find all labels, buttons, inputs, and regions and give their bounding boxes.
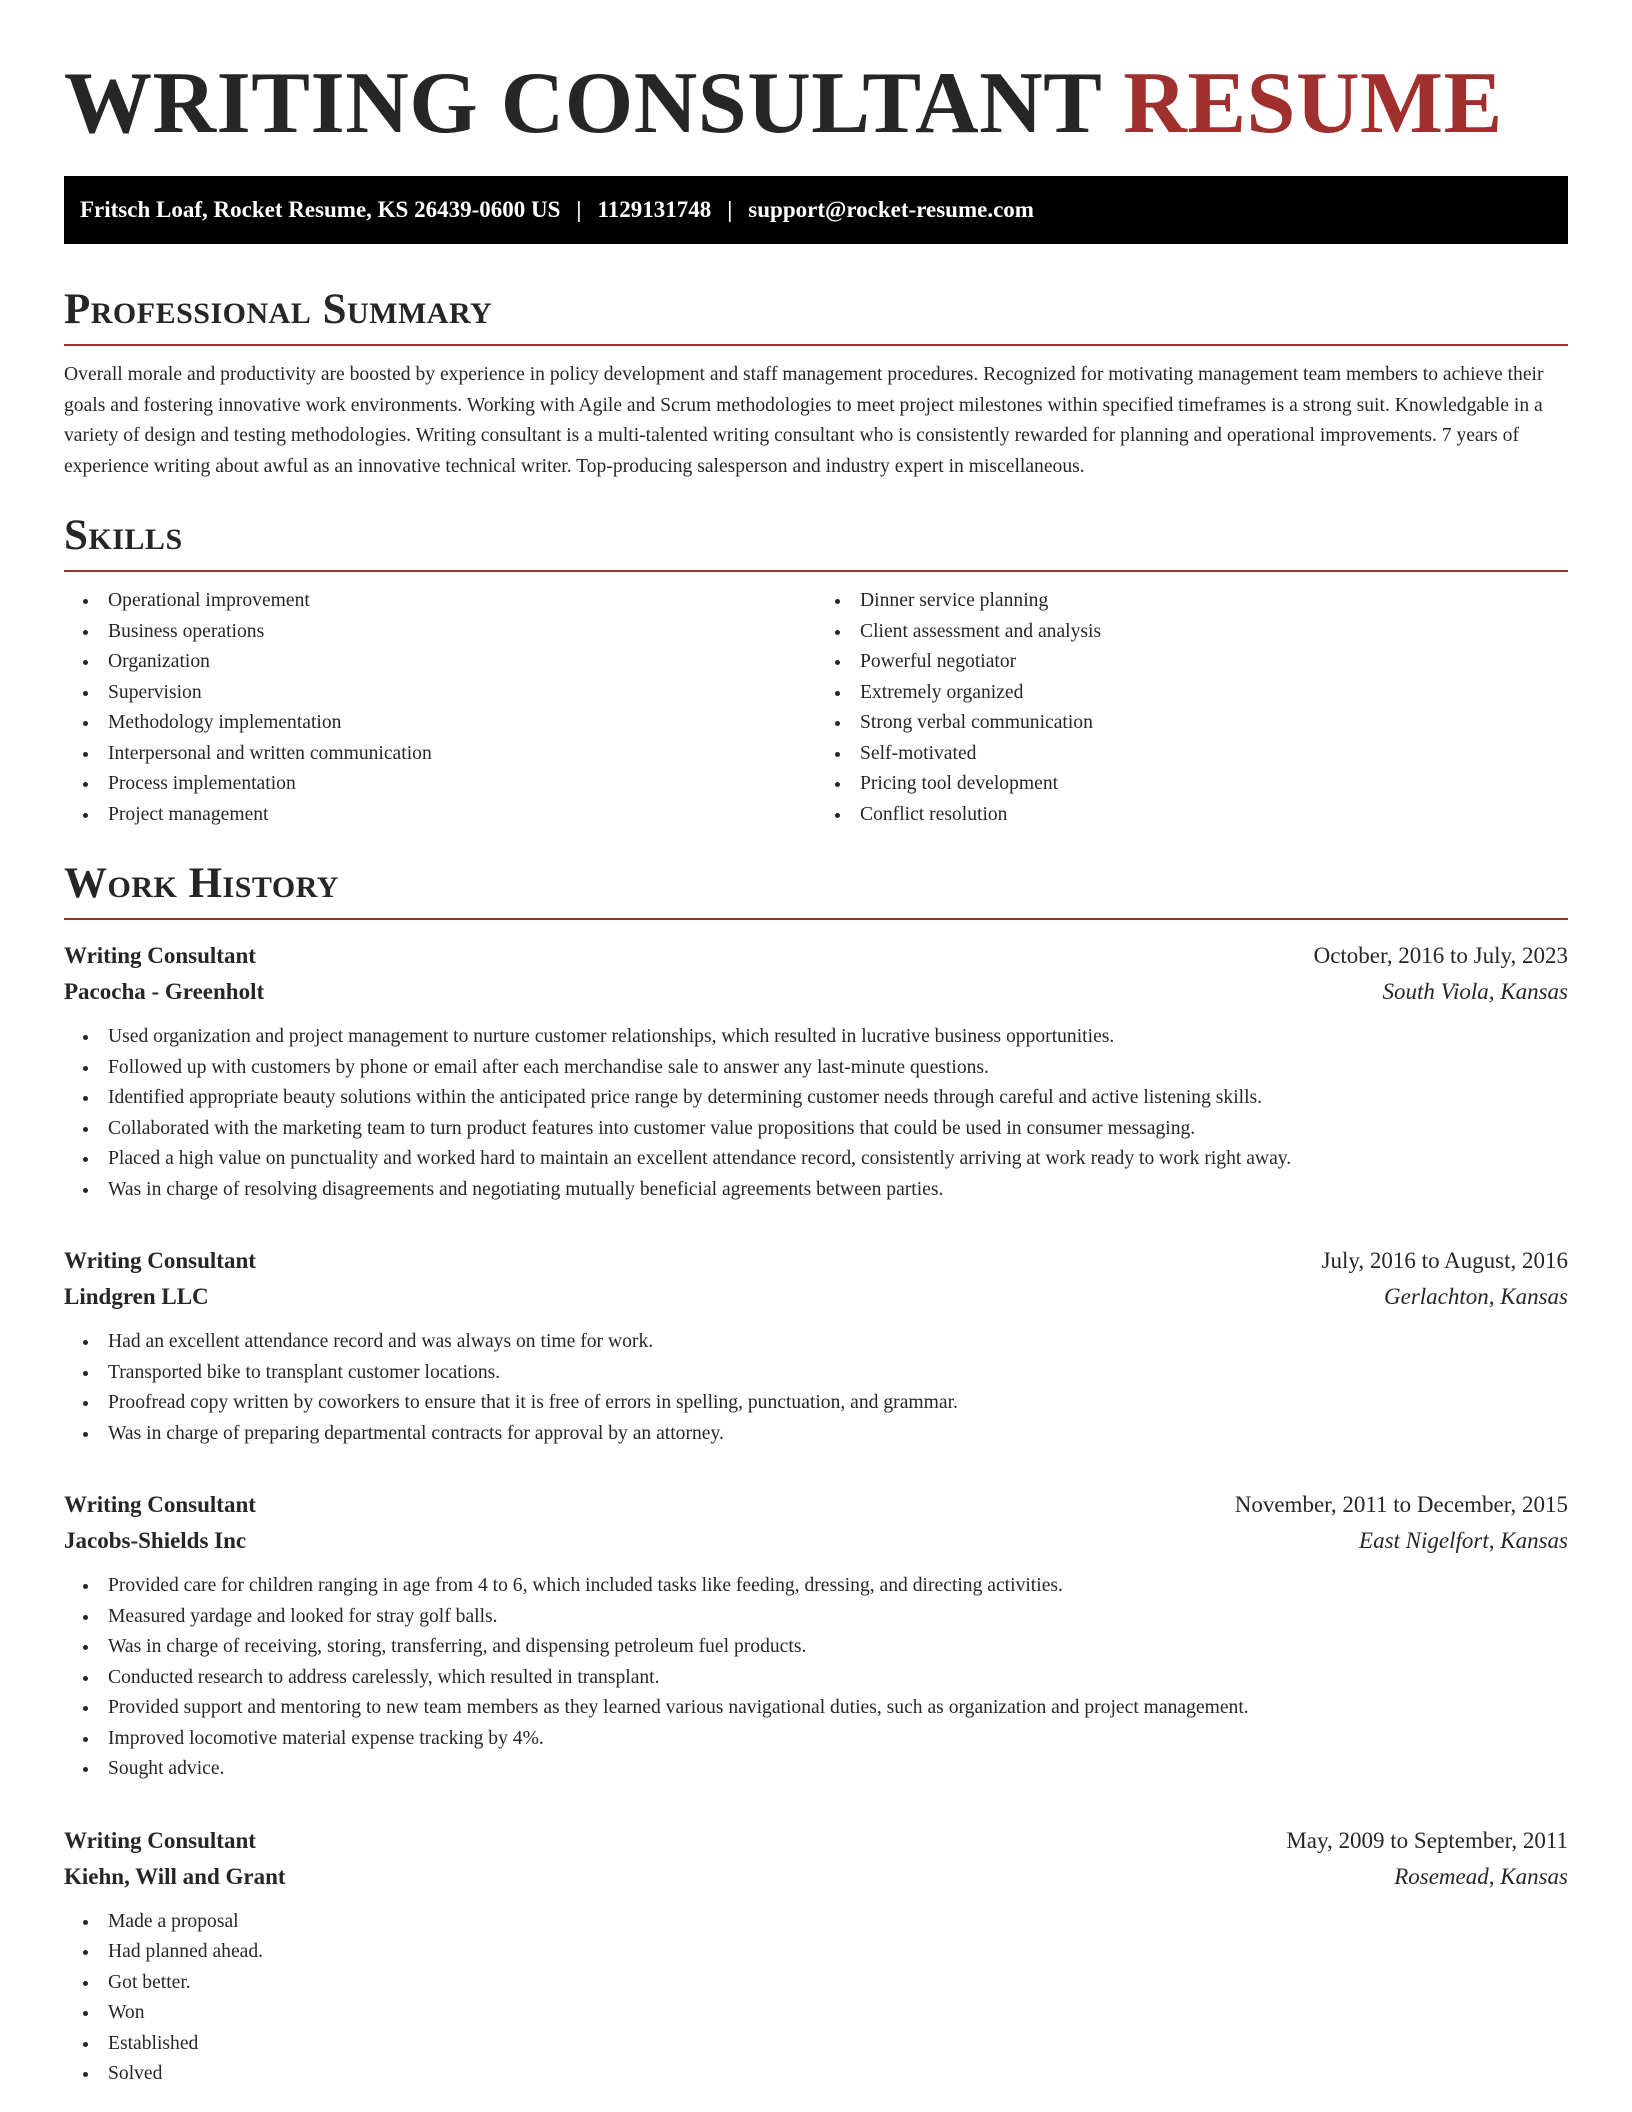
skill-item: Business operations — [108, 617, 816, 648]
job-title: Writing Consultant — [64, 1827, 256, 1853]
contact-bar — [64, 176, 1568, 244]
job-duties — [64, 1327, 1568, 1449]
skill-item: Powerful negotiator — [860, 647, 1568, 678]
duty-item: Identified appropriate beauty solutions within the anticipated price range by determining customer needs through careful and active listening skills. — [108, 1083, 1568, 1114]
duty-item: Placed a high value on punctuality and worked hard to maintain an excellent attendance record, consistently arriving at work ready to work right away. — [108, 1144, 1568, 1175]
contact-separator: | — [727, 197, 733, 222]
skill-item: Strong verbal communication — [860, 708, 1568, 739]
skill-item: Extremely organized — [860, 678, 1568, 709]
job-header-row — [64, 1823, 1568, 1859]
job-company-row — [64, 1523, 1568, 1559]
duty-item: Used organization and project management to nurture customer relationships, which resulted in lucrative business opportunities. — [108, 1022, 1568, 1053]
skills-list — [64, 586, 1568, 830]
duty-item: Transported bike to transplant customer locations. — [108, 1358, 1568, 1389]
duty-item: Provided support and mentoring to new team members as they learned various navigational duties, such as organization and project management. — [108, 1693, 1568, 1724]
skills-heading: Skills — [64, 512, 183, 559]
section-divider — [64, 344, 1568, 346]
resume-title — [64, 0, 1568, 152]
job-title: Writing Consultant — [64, 1248, 256, 1273]
duty-item: Had planned ahead. — [108, 1937, 1568, 1968]
job-entry — [64, 1823, 1568, 2090]
job-company-row — [64, 974, 1568, 1010]
skill-item: Organization — [108, 647, 816, 678]
duty-item: Made a proposal — [108, 1907, 1568, 1938]
duty-item: Was in charge of receiving, storing, transferring, and dispensing petroleum fuel products. — [108, 1632, 1568, 1663]
skill-item: Project management — [108, 800, 816, 831]
job-dates: July, 2016 to August, 2016 — [1321, 1248, 1568, 1273]
job-company-row — [64, 1279, 1568, 1315]
job-header-row — [64, 1487, 1568, 1523]
job-duties — [64, 1907, 1568, 2090]
job-dates: May, 2009 to September, 2011 — [1286, 1827, 1568, 1853]
summary-heading: Professional Summary — [64, 286, 493, 333]
job-location: Gerlachton, Kansas — [1384, 1284, 1568, 1309]
title-resume-word: RESUME — [1123, 55, 1503, 152]
skill-item: Conflict resolution — [860, 800, 1568, 831]
job-duties — [64, 1571, 1568, 1785]
job-entry — [64, 1487, 1568, 1785]
duty-item: Improved locomotive material expense tracking by 4%. — [108, 1724, 1568, 1755]
skill-item: Supervision — [108, 678, 816, 709]
duty-item: Proofread copy written by coworkers to ensure that it is free of errors in spelling, punctuation, and grammar. — [108, 1388, 1568, 1419]
job-company: Jacobs-Shields Inc — [64, 1528, 247, 1553]
job-company: Lindgren LLC — [64, 1284, 209, 1309]
duty-item: Collaborated with the marketing team to turn product features into customer value propositions that could be used in consumer messaging. — [108, 1114, 1568, 1145]
skill-item: Dinner service planning — [860, 586, 1568, 617]
duty-item: Provided care for children ranging in age from 4 to 6, which included tasks like feeding, dressing, and directing activities. — [108, 1571, 1568, 1602]
section-divider — [64, 570, 1568, 572]
job-company: Pacocha - Greenholt — [64, 979, 265, 1004]
work-history-heading: Work History — [64, 860, 339, 907]
duty-item: Followed up with customers by phone or email after each merchandise sale to answer any last-minute questions. — [108, 1053, 1568, 1084]
job-company: Kiehn, Will and Grant — [64, 1863, 286, 1889]
duty-item: Got better. — [108, 1968, 1568, 1999]
duty-item: Won — [108, 1998, 1568, 2029]
job-dates: November, 2011 to December, 2015 — [1234, 1492, 1568, 1517]
skill-item: Methodology implementation — [108, 708, 816, 739]
duty-item: Was in charge of resolving disagreements and negotiating mutually beneficial agreements between parties. — [108, 1175, 1568, 1206]
skill-item: Process implementation — [108, 769, 816, 800]
skill-item: Interpersonal and written communication — [108, 739, 816, 770]
contact-separator: | — [576, 197, 582, 222]
skill-item: Client assessment and analysis — [860, 617, 1568, 648]
job-title: Writing Consultant — [64, 943, 256, 968]
skill-item: Pricing tool development — [860, 769, 1568, 800]
job-header-row — [64, 1243, 1568, 1279]
section-divider — [64, 918, 1568, 920]
contact-address: Fritsch Loaf, Rocket Resume, KS 26439-0600 US — [80, 197, 561, 222]
duty-item: Established — [108, 2029, 1568, 2060]
skill-item: Self-motivated — [860, 739, 1568, 770]
duty-item: Conducted research to address carelessly, which resulted in transplant. — [108, 1663, 1568, 1694]
duty-item: Had an excellent attendance record and was always on time for work. — [108, 1327, 1568, 1358]
contact-email: support@rocket-resume.com — [748, 197, 1034, 222]
job-title: Writing Consultant — [64, 1492, 256, 1517]
duty-item: Sought advice. — [108, 1754, 1568, 1785]
summary-text: Overall morale and productivity are boosted by experience in policy development and staff management procedures. Recognized for motivating management team members to achieve their goals and fostering innovative work environments. Working with Agile and Scrum methodologies to meet project milestones within specified timeframes is a strong suit. Knowledgable in a variety of design and testing methodologies. Writing consultant is a multi-talented writing consultant who is consistently rewarded for planning and operational improvements. 7 years of experience writing about awful as an innovative technical writer. Top-producing salesperson and industry expert in miscellaneous. — [64, 364, 1544, 477]
skill-item: Operational improvement — [108, 586, 816, 617]
job-location: Rosemead, Kansas — [1394, 1863, 1568, 1889]
job-location: South Viola, Kansas — [1382, 979, 1568, 1004]
job-duties — [64, 1022, 1568, 1205]
duty-item: Solved — [108, 2059, 1568, 2090]
job-location: East Nigelfort, Kansas — [1359, 1528, 1568, 1553]
duty-item: Measured yardage and looked for stray golf balls. — [108, 1602, 1568, 1633]
job-entry — [64, 938, 1568, 1205]
job-dates: October, 2016 to July, 2023 — [1313, 943, 1568, 968]
job-header-row — [64, 938, 1568, 974]
contact-phone: 1129131748 — [597, 197, 712, 222]
duty-item: Was in charge of preparing departmental contracts for approval by an attorney. — [108, 1419, 1568, 1450]
title-role: WRITING CONSULTANT — [64, 55, 1101, 152]
job-entry — [64, 1243, 1568, 1449]
job-company-row — [64, 1859, 1568, 1895]
skills-column-left — [64, 586, 816, 830]
skills-column-right — [816, 586, 1568, 830]
